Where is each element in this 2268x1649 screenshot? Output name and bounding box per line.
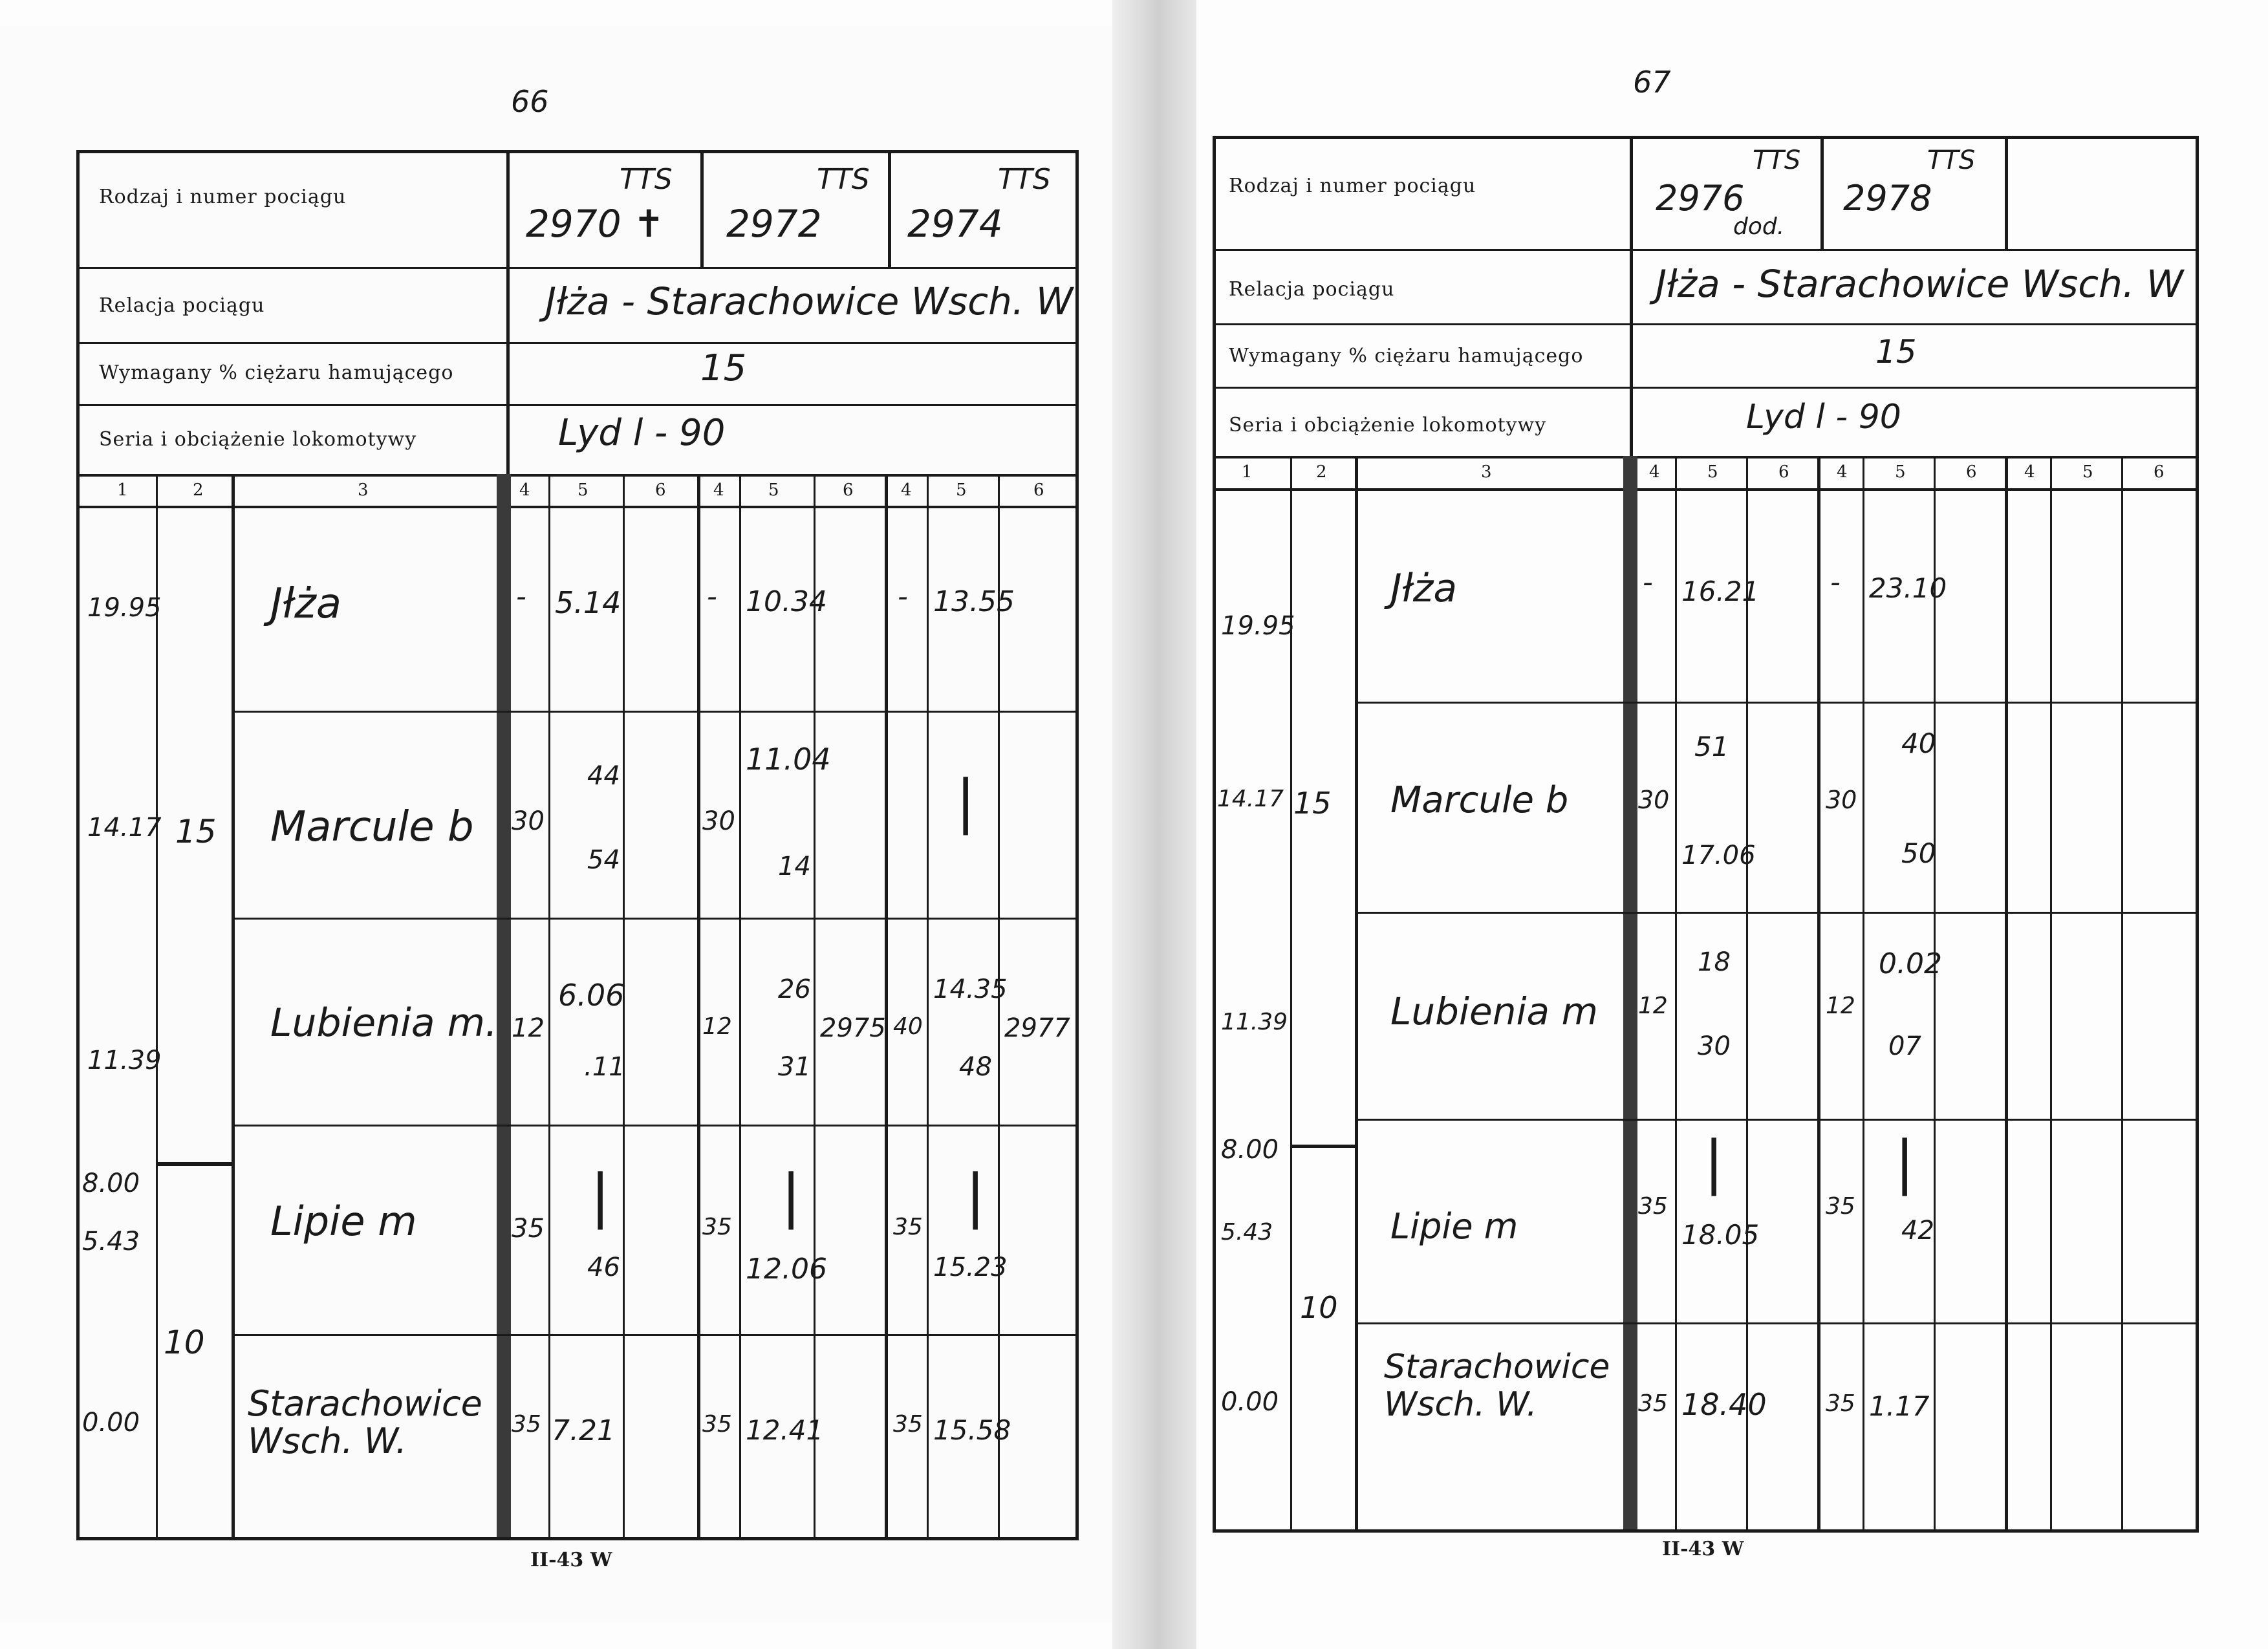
arrival-time: 26 (778, 975, 811, 1004)
col-number: 5 (1895, 462, 1906, 482)
col-number: 4 (519, 480, 530, 500)
arrival-time: 18.40 (1681, 1387, 1767, 1422)
transfer-train: 2975 (820, 1013, 886, 1043)
station-km: 19.95 (1221, 611, 1295, 641)
stop-time: 40 (893, 1013, 923, 1040)
station-name: Starachowice Wsch. W. (1384, 1348, 1610, 1424)
left-timetable (76, 150, 1079, 1540)
col-number: 2 (193, 480, 204, 500)
stop-time: 12 (1638, 993, 1668, 1019)
arrival-time: 12.41 (746, 1414, 824, 1446)
station-km: 0.00 (82, 1408, 140, 1438)
departure-time: 48 (959, 1052, 992, 1082)
arrival-time: 44 (587, 761, 620, 791)
station-name: Lipie m (270, 1198, 417, 1245)
arrival-time: 40 (1901, 727, 1936, 759)
right-timetable (1213, 136, 2199, 1533)
arrival-time: 14.35 (933, 975, 1008, 1004)
departure-time: 07 (1888, 1031, 1921, 1061)
departure-time: 15.23 (933, 1253, 1008, 1282)
col-number: 5 (578, 480, 589, 500)
stop-time: 30 (512, 806, 545, 836)
stop-time: 35 (1826, 1390, 1855, 1417)
stop-time: - (707, 580, 717, 613)
col-number: 4 (2024, 462, 2035, 482)
brake-value: 15 (1875, 333, 1917, 371)
arrival-time: 7.21 (552, 1414, 615, 1447)
brake-label: Wymagany % ciężaru hamującego (99, 361, 454, 384)
station-km: 19.95 (87, 593, 162, 623)
station-km: 8.00 (82, 1169, 140, 1198)
col-number: 5 (956, 480, 967, 500)
col-number: 3 (358, 480, 369, 500)
train-number: 2970 ✝ (526, 202, 665, 246)
station-km: 14.17 (87, 813, 162, 843)
station-km: 0.00 (1221, 1387, 1279, 1417)
departure-time: 46 (587, 1253, 620, 1282)
station-name: Marcule b (1390, 779, 1569, 821)
station-name: Starachowice Wsch. W. (248, 1383, 482, 1461)
col-number: 4 (1649, 462, 1660, 482)
train-number: 2976 (1656, 178, 1745, 219)
col-number: 4 (901, 480, 912, 500)
col-number: 2 (1316, 462, 1327, 482)
departure-time: 31 (778, 1052, 811, 1082)
station-km: 5.43 (1221, 1219, 1273, 1245)
stop-time: 35 (893, 1214, 923, 1240)
shaded-divider (497, 474, 511, 1537)
relation-value: Jłża - Starachowice Wsch. W (545, 279, 1074, 323)
train-type: TTS (998, 163, 1051, 196)
col-number: 1 (1242, 462, 1253, 482)
loco-label: Seria i obciążenie lokomotywy (1229, 414, 1547, 436)
col-number: 5 (1707, 462, 1718, 482)
stop-time: 12 (512, 1013, 545, 1043)
speed-limit: 15 (175, 813, 217, 850)
departure-time: 12.06 (746, 1253, 827, 1286)
departure-time: 30 (1698, 1031, 1731, 1061)
stop-time: 35 (512, 1214, 545, 1244)
page-number-right: 67 (1633, 65, 1671, 100)
stop-time: 35 (512, 1411, 541, 1438)
col-number: 4 (713, 480, 724, 500)
departure-time: 54 (587, 845, 620, 875)
departure-time: 42 (1901, 1216, 1934, 1245)
departure-time: 13.55 (933, 585, 1015, 618)
stop-time: - (1643, 566, 1653, 599)
stop-time: - (1830, 566, 1841, 599)
col-number: 5 (768, 480, 779, 500)
stop-time: 35 (702, 1214, 732, 1240)
shaded-divider (1623, 456, 1637, 1529)
pass-through-mark: | (956, 768, 976, 835)
train-type: TTS (1753, 146, 1801, 175)
arrival-time: 51 (1694, 731, 1729, 762)
train-type-label: Rodzaj i numer pociągu (1229, 175, 1476, 197)
stop-time: - (898, 580, 908, 613)
stop-time: 35 (893, 1411, 923, 1438)
station-name: Jłża (1390, 566, 1458, 611)
arrival-time: 15.58 (933, 1414, 1011, 1446)
col-number: 6 (1033, 480, 1044, 500)
station-km: 5.43 (82, 1227, 140, 1256)
station-name: Jłża (270, 580, 342, 628)
brake-value: 15 (700, 347, 747, 389)
brake-label: Wymagany % ciężaru hamującego (1229, 345, 1584, 367)
arrival-time: 0.02 (1879, 947, 1942, 980)
col-number: 6 (1778, 462, 1789, 482)
station-name: Lubienia m (1390, 989, 1599, 1033)
departure-time: 14 (778, 852, 811, 881)
stop-time: 30 (1638, 786, 1670, 814)
loco-value: Lyd l - 90 (1746, 398, 1901, 436)
col-number: 4 (1837, 462, 1848, 482)
relation-label: Relacja pociągu (99, 294, 265, 317)
col-number: 5 (2082, 462, 2093, 482)
station-km: 8.00 (1221, 1135, 1279, 1165)
train-type-label: Rodzaj i numer pociągu (99, 186, 347, 208)
departure-time: 23.10 (1869, 572, 1947, 604)
col-number: 6 (655, 480, 666, 500)
footer-code-right: II-43 W (1662, 1538, 1744, 1560)
transfer-train: 2977 (1004, 1013, 1070, 1043)
arrival-time: 18 (1698, 947, 1731, 977)
col-number: 3 (1481, 462, 1492, 482)
col-number: 1 (117, 480, 128, 500)
departure-time: 16.21 (1681, 576, 1760, 607)
stop-time: 12 (702, 1013, 732, 1040)
pass-through-mark: | (1895, 1128, 1915, 1196)
page-number-left: 66 (511, 84, 549, 119)
departure-time: 17.06 (1681, 841, 1756, 870)
col-number: 6 (1966, 462, 1977, 482)
speed-limit: 10 (1300, 1290, 1338, 1325)
pass-through-mark: | (590, 1162, 610, 1230)
station-name: Lipie m (1390, 1206, 1518, 1247)
book-gutter (1112, 0, 1196, 1649)
speed-limit: 15 (1293, 786, 1332, 821)
stop-time: 30 (702, 806, 735, 836)
speed-limit: 10 (164, 1324, 205, 1361)
departure-time: 50 (1901, 837, 1936, 869)
station-km: 14.17 (1217, 786, 1284, 812)
stop-time: 12 (1826, 993, 1855, 1019)
station-km: 11.39 (87, 1046, 162, 1075)
station-km: 11.39 (1221, 1009, 1288, 1035)
departure-time: 5.14 (555, 585, 621, 620)
stop-time: - (516, 580, 526, 613)
stop-time: 35 (1826, 1193, 1855, 1220)
pass-through-mark: | (781, 1162, 801, 1230)
train-number: 2972 (726, 202, 822, 246)
col-number: 6 (843, 480, 854, 500)
train-type: TTS (620, 163, 673, 196)
pass-through-mark: | (1704, 1128, 1724, 1196)
station-name: Lubienia m. (270, 1000, 498, 1046)
loco-value: Lyd l - 90 (558, 412, 726, 454)
departure-time: 18.05 (1681, 1219, 1760, 1251)
pass-through-mark: | (966, 1162, 986, 1230)
station-name: Marcule b (270, 803, 474, 851)
train-number: 2978 (1843, 178, 1932, 219)
train-note: dod. (1733, 213, 1785, 240)
train-type: TTS (817, 163, 870, 196)
col-number: 6 (2154, 462, 2165, 482)
departure-time: .11 (584, 1052, 625, 1082)
loco-label: Seria i obciążenie lokomotywy (99, 428, 417, 451)
relation-label: Relacja pociągu (1229, 278, 1395, 301)
arrival-time: 11.04 (746, 742, 831, 777)
arrival-time: 6.06 (558, 978, 625, 1013)
departure-time: 10.34 (746, 585, 827, 618)
footer-code-left: II-43 W (530, 1549, 612, 1571)
stop-time: 30 (1826, 786, 1857, 814)
stop-time: 35 (702, 1411, 732, 1438)
arrival-time: 1.17 (1869, 1390, 1930, 1422)
relation-value: Jłża - Starachowice Wsch. W (1656, 262, 2184, 306)
train-number: 2974 (907, 202, 1003, 246)
stop-time: 35 (1638, 1390, 1668, 1417)
train-type: TTS (1927, 146, 1976, 175)
stop-time: 35 (1638, 1193, 1668, 1220)
